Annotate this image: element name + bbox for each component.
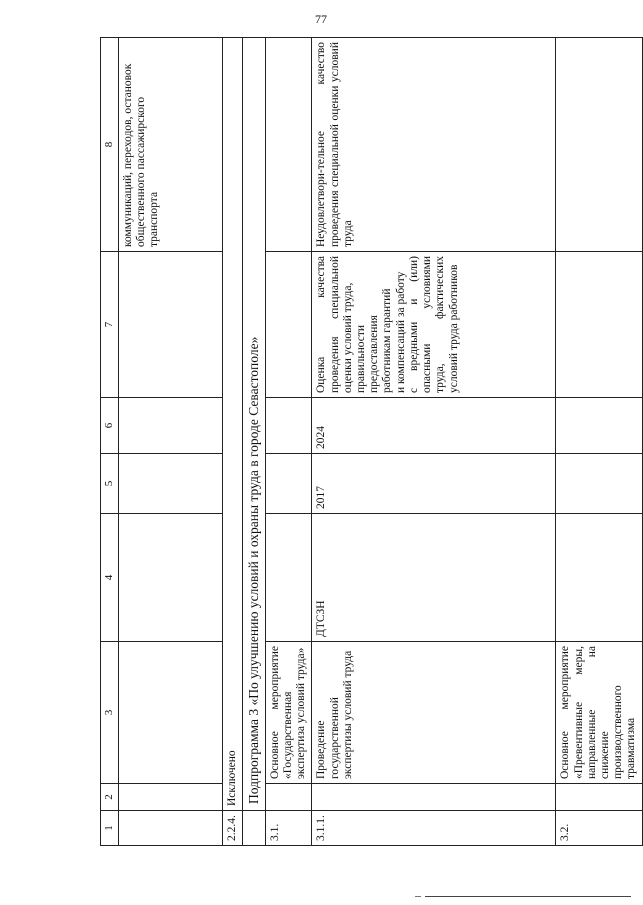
row-text: Исключено bbox=[223, 38, 243, 811]
table-row-2-2-4 bbox=[223, 38, 243, 846]
consequences: Неудовлетвори-тельное качество проведения специальной оценки условий труда bbox=[312, 38, 556, 252]
header-col-7: 7 bbox=[101, 252, 119, 398]
row-title: Основное мероприятие «Государственная экспертиза условий труда» bbox=[265, 642, 312, 784]
row-number: 3.2. bbox=[556, 811, 642, 846]
row-title: Основное мероприятие «Превентивные меры, направленные на снижение производственного травматизма bbox=[556, 642, 642, 784]
table-row-3-1 bbox=[265, 38, 312, 846]
row-number: 3.1.1. bbox=[312, 811, 556, 846]
header-col-1: 1 bbox=[101, 811, 119, 846]
table-row-3-1-1 bbox=[312, 38, 556, 846]
header-col-3: 3 bbox=[101, 642, 119, 784]
header-col-2: 2 bbox=[101, 784, 119, 811]
header-col-4: 4 bbox=[101, 514, 119, 642]
end-year: 2024 bbox=[312, 398, 556, 454]
rotated-table-container bbox=[100, 38, 638, 846]
table-row-3-2 bbox=[556, 38, 642, 846]
subprogram-title: Подпрограмма 3 «По улучшению условий и охраны труда в городе Севастополе» bbox=[243, 38, 266, 811]
header-col-8: 8 bbox=[101, 38, 119, 252]
footer-mark bbox=[415, 896, 421, 897]
header-col-6: 6 bbox=[101, 398, 119, 454]
expected-result: Оценка качества проведения специальной оценки условий труда, правильности предоставления работникам гарантий и компенсаций за работу с вредными и (или) опасными условиями труда, фактических условий труда работников bbox=[312, 252, 556, 398]
page-number: 77 bbox=[315, 12, 327, 26]
continued-cell-text: коммуникаций, переходов, остановок общественного пассажирского транспорта bbox=[119, 38, 223, 252]
row-title: Проведение государственной экспертизы условий труда bbox=[312, 642, 556, 784]
header-col-5: 5 bbox=[101, 454, 119, 514]
program-table bbox=[100, 37, 643, 846]
header-row bbox=[101, 38, 119, 846]
start-year: 2017 bbox=[312, 454, 556, 514]
row-number: 3.1. bbox=[265, 811, 312, 846]
subprogram-row bbox=[243, 38, 266, 846]
table-row-continued bbox=[119, 38, 223, 846]
footer-line bbox=[425, 896, 631, 897]
responsible-executor: ДТСЗН bbox=[312, 514, 556, 642]
row-number: 2.2.4. bbox=[223, 811, 243, 846]
